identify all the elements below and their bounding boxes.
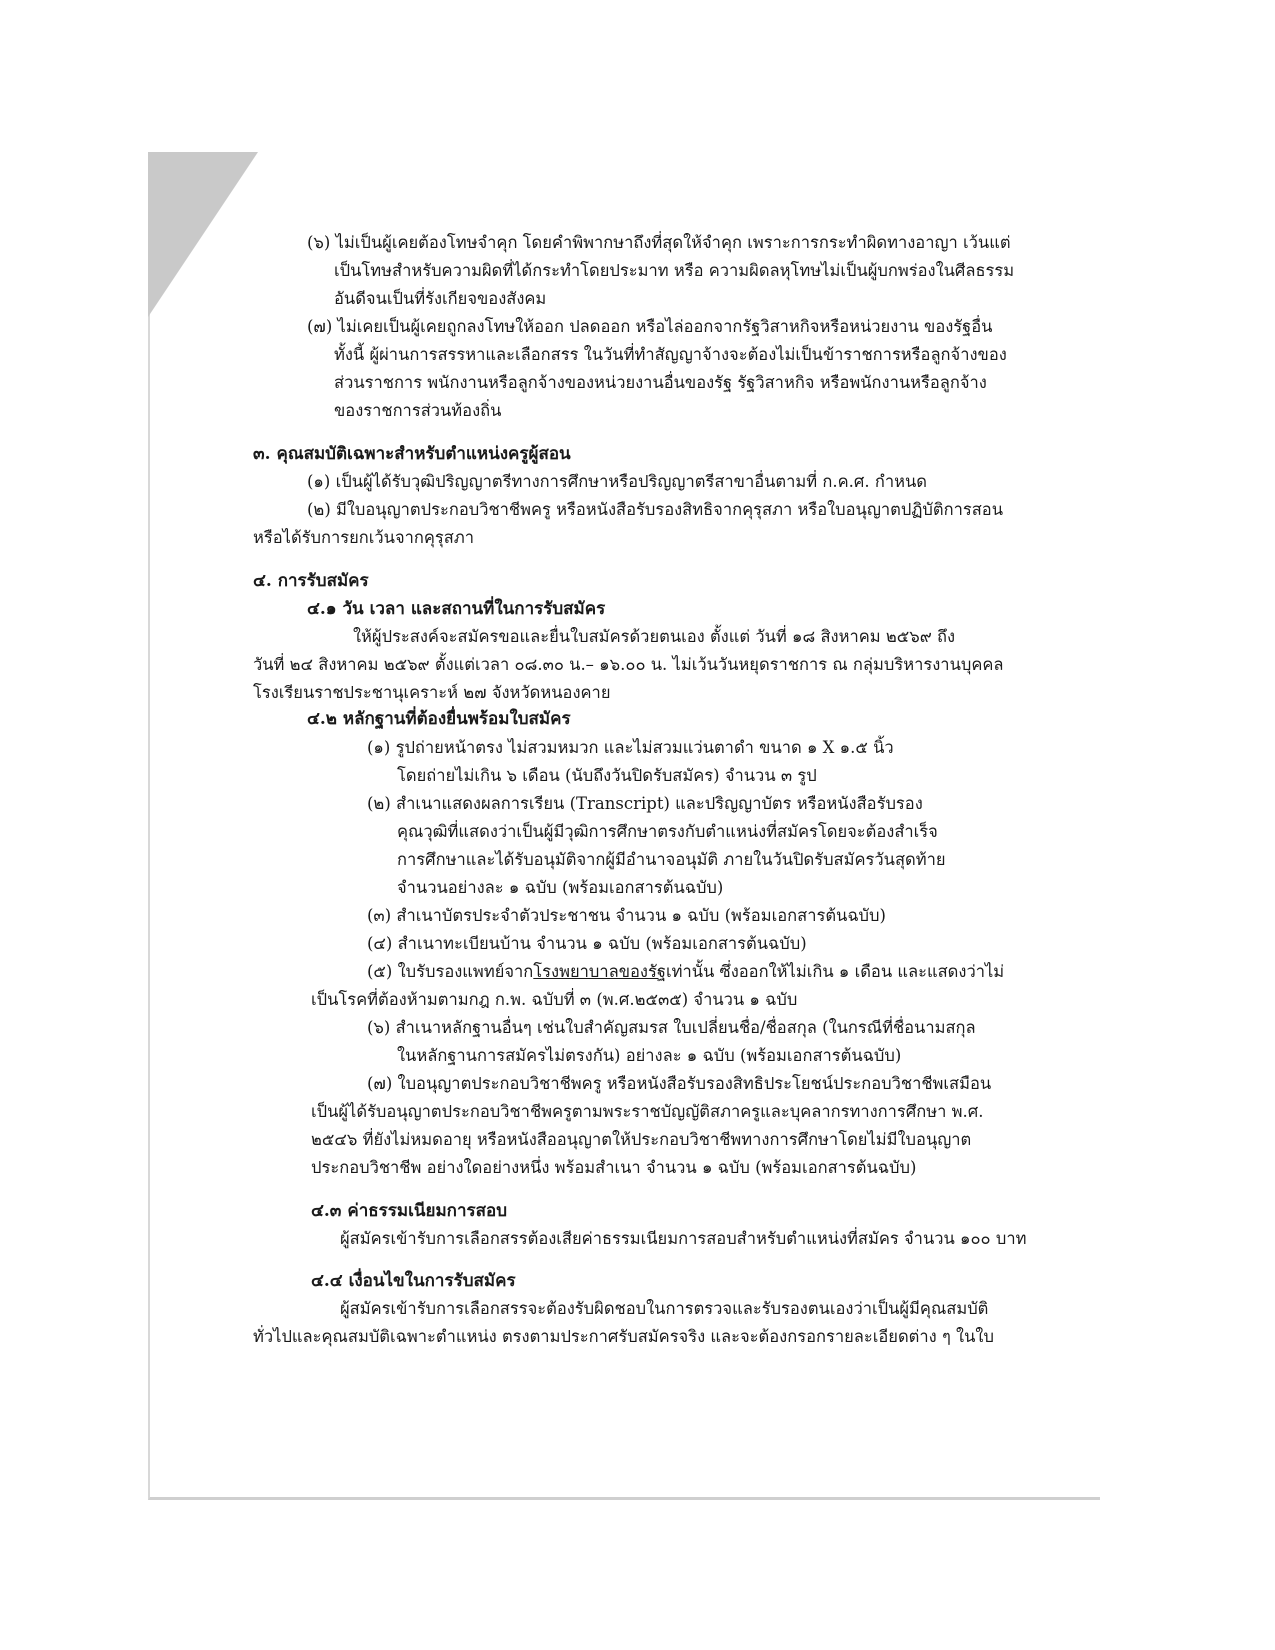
text-line: หรือได้รับการยกเว้นจากคุรุสภา (253, 528, 474, 547)
doc-item-7: (๗) ใบอนุญาตประกอบวิชาชีพครู หรือหนังสือรับรองสิทธิประโยชน์ประกอบวิชาชีพเสมือน (367, 1074, 992, 1093)
text-line: เป็นผู้ได้รับอนุญาตประกอบวิชาชีพครูตามพระราชบัญญัติสภาครูและบุคลากรทางการศึกษา พ.ศ. (311, 1102, 984, 1121)
section-4-2-heading: ๔.๒ หลักฐานที่ต้องยื่นพร้อมใบสมัคร (307, 709, 571, 729)
section-4-1-heading: ๔.๑ วัน เวลา และสถานที่ในการรับสมัคร (307, 599, 606, 619)
section-3-heading: ๓. คุณสมบัติเฉพาะสำหรับตำแหน่งครูผู้สอน (253, 444, 571, 464)
text-line: เป็นโรคที่ต้องห้ามตามกฎ ก.พ. ฉบับที่ ๓ (พ.ศ.๒๕๓๕) จำนวน ๑ ฉบับ (311, 990, 798, 1009)
underlined-text: โรงพยาบาลของรัฐ (533, 962, 666, 981)
doc-item-3: (๓) สำเนาบัตรประจำตัวประชาชน จำนวน ๑ ฉบับ (พร้อมเอกสารต้นฉบับ) (367, 906, 886, 925)
section-4-4-heading: ๔.๔ เงื่อนไขในการรับสมัคร (311, 1271, 516, 1291)
text-line: โดยถ่ายไม่เกิน ๖ เดือน (นับถึงวันปิดรับสมัคร) จำนวน ๓ รูป (397, 766, 817, 785)
text-line: จำนวนอย่างละ ๑ ฉบับ (พร้อมเอกสารต้นฉบับ) (397, 878, 724, 897)
doc-item-2: (๒) สำเนาแสดงผลการเรียน (Transcript) และปริญญาบัตร หรือหนังสือรับรอง (367, 794, 923, 813)
text-line: อันดีจนเป็นที่รังเกียจของสังคม (334, 289, 547, 308)
doc-item-6: (๖) สำเนาหลักฐานอื่นๆ เช่นใบสำคัญสมรส ใบเปลี่ยนชื่อ/ชื่อสกุล (ในกรณีที่ชื่อนามสกุล (367, 1018, 976, 1037)
section-3-item-2: (๒) มีใบอนุญาตประกอบวิชาชีพครู หรือหนังสือรับรองสิทธิจากคุรุสภา หรือใบอนุญาตปฏิบัติการสอน (307, 500, 1003, 519)
doc-item-5 (367, 961, 1004, 983)
text-line: ส่วนราชการ พนักงานหรือลูกจ้างของหน่วยงานอื่นของรัฐ รัฐวิสาหกิจ หรือพนักงานหรือลูกจ้าง (334, 373, 987, 392)
text-line: การศึกษาและได้รับอนุมัติจากผู้มีอำนาจอนุมัติ ภายในวันปิดรับสมัครวันสุดท้าย (397, 850, 946, 869)
text-line: ให้ผู้ประสงค์จะสมัครขอและยื่นใบสมัครด้วยตนเอง ตั้งแต่ วันที่ ๑๘ สิงหาคม ๒๕๖๙ ถึง (353, 627, 956, 646)
page-fold-corner (148, 152, 258, 317)
item-7: (๗) ไม่เคยเป็นผู้เคยถูกลงโทษให้ออก ปลดออก หรือไล่ออกจากรัฐวิสาหกิจหรือหน่วยงาน ของรัฐอื่น (307, 317, 993, 336)
text-line: ประกอบวิชาชีพ อย่างใดอย่างหนึ่ง พร้อมสำเนา จำนวน ๑ ฉบับ (พร้อมเอกสารต้นฉบับ) (311, 1158, 917, 1177)
text-line: ในหลักฐานการสมัครไม่ตรงกัน) อย่างละ ๑ ฉบับ (พร้อมเอกสารต้นฉบับ) (397, 1046, 902, 1065)
text-line: ๒๕๔๖ ที่ยังไม่หมดอายุ หรือหนังสืออนุญาตให้ประกอบวิชาชีพทางการศึกษาโดยไม่มีใบอนุญาต (311, 1130, 972, 1149)
text-line: ทั่วไปและคุณสมบัติเฉพาะตำแหน่ง ตรงตามประกาศรับสมัครจริง และจะต้องกรอกรายละเอียดต่าง ๆ ในใบ (253, 1327, 994, 1346)
section-3-item-1: (๑) เป็นผู้ได้รับวุฒิปริญญาตรีทางการศึกษาหรือปริญญาตรีสาขาอื่นตามที่ ก.ค.ศ. กำหนด (307, 472, 927, 491)
section-4-3-heading: ๔.๓ ค่าธรรมเนียมการสอบ (311, 1201, 508, 1221)
text-line: โรงเรียนราชประชานุเคราะห์ ๒๗ จังหวัดหนองคาย (253, 683, 611, 702)
text-segment: เท่านั้น ซึ่งออกให้ไม่เกิน ๑ เดือน และแสดงว่าไม่ (665, 962, 1005, 981)
text-line: เป็นโทษสำหรับความผิดที่ได้กระทำโดยประมาท หรือ ความผิดลหุโทษไม่เป็นผู้บกพร่องในศีลธรรม (334, 261, 1015, 280)
text-line: ทั้งนี้ ผู้ผ่านการสรรหาและเลือกสรร ในวันที่ทำสัญญาจ้างจะต้องไม่เป็นข้าราชการหรือลูกจ้างของ (334, 345, 1007, 364)
section-4-heading: ๔. การรับสมัคร (253, 571, 369, 591)
text-segment: (๕) ใบรับรองแพทย์จาก (367, 962, 534, 981)
doc-item-4: (๔) สำเนาทะเบียนบ้าน จำนวน ๑ ฉบับ (พร้อมเอกสารต้นฉบับ) (367, 934, 807, 953)
text-line: คุณวุฒิที่แสดงว่าเป็นผู้มีวุฒิการศึกษาตรงกับตำแหน่งที่สมัครโดยจะต้องสำเร็จ (397, 822, 938, 841)
text-line: วันที่ ๒๔ สิงหาคม ๒๕๖๙ ตั้งแต่เวลา ๐๘.๓๐ น.– ๑๖.๐๐ น. ไม่เว้นวันหยุดราชการ ณ กลุ่มบริหารงานบุคคล (253, 655, 1004, 674)
doc-item-1: (๑) รูปถ่ายหน้าตรง ไม่สวมหมวก และไม่สวมแว่นตาดำ ขนาด ๑ X ๑.๕ นิ้ว (367, 738, 894, 757)
item-6: (๖) ไม่เป็นผู้เคยต้องโทษจำคุก โดยคำพิพากษาถึงที่สุดให้จำคุก เพราะการกระทำผิดทางอาญา เว้นแต่ (307, 233, 1011, 252)
text-line: ผู้สมัครเข้ารับการเลือกสรรต้องเสียค่าธรรมเนียมการสอบสำหรับตำแหน่งที่สมัคร จำนวน ๑๐๐ บาท (340, 1229, 1027, 1248)
text-line: ผู้สมัครเข้ารับการเลือกสรรจะต้องรับผิดชอบในการตรวจและรับรองตนเองว่าเป็นผู้มีคุณสมบัติ (340, 1299, 989, 1318)
text-line: ของราชการส่วนท้องถิ่น (334, 401, 502, 420)
